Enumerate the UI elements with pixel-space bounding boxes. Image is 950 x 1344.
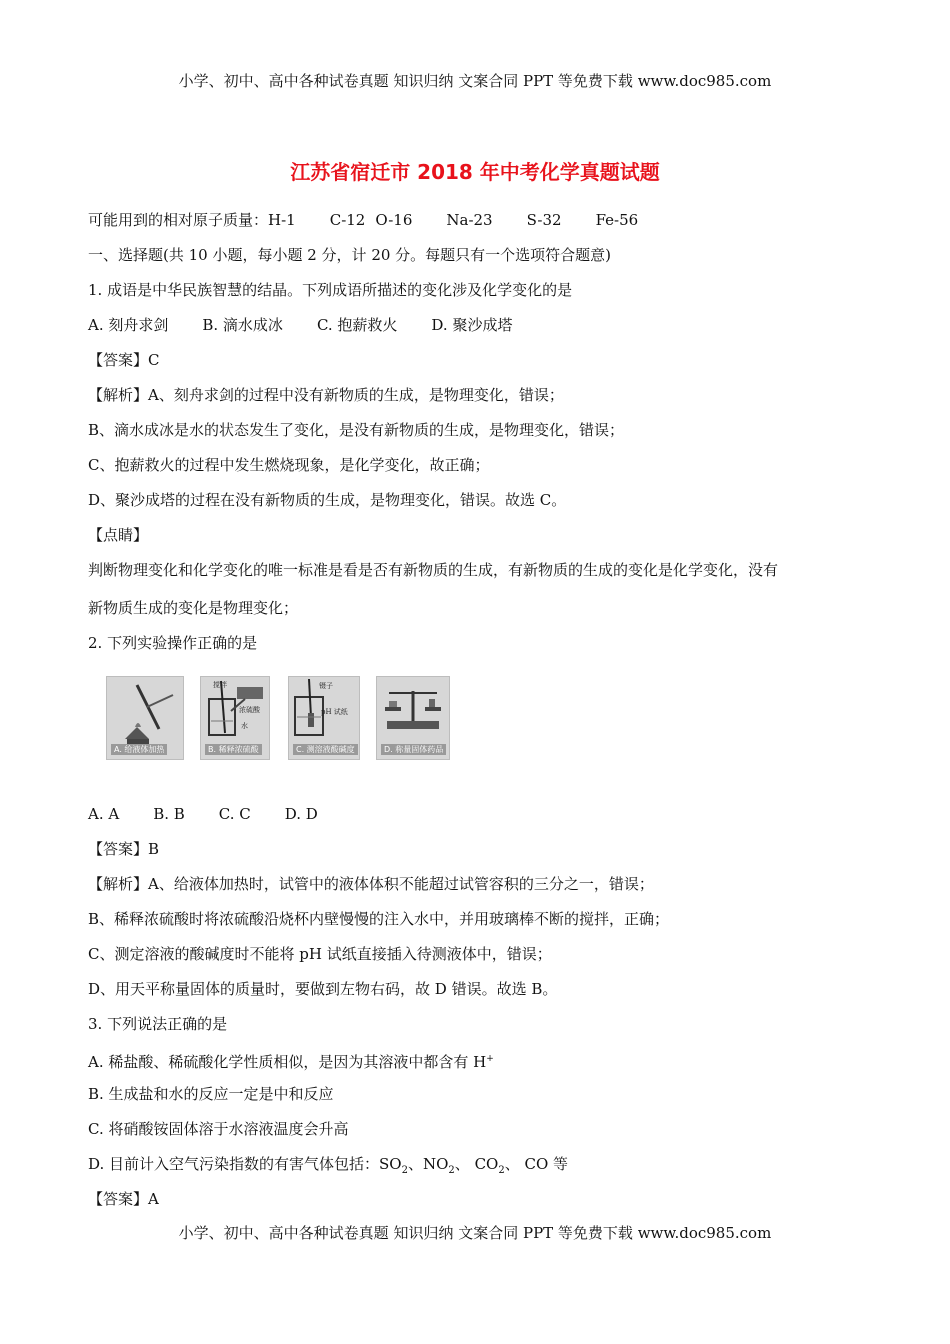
q3-option-d-sub: 2 <box>448 1165 455 1176</box>
mass-item: Fe-56 <box>595 211 639 229</box>
q2-figure-a-caption: A. 给液体加热 <box>111 744 167 755</box>
q2-option-d: D. D <box>284 805 318 823</box>
q1-tip-label: 【点睛】 <box>88 526 149 544</box>
mass-item: Na-23 <box>446 211 493 229</box>
q2-option-b: B. B <box>153 805 185 823</box>
q3-option-a-sup: + <box>486 1054 494 1064</box>
q2-option-a: A. A <box>88 805 120 823</box>
q2-answer: 【答案】B <box>88 840 160 858</box>
q1-analysis-line: 【解析】A、刻舟求剑的过程中没有新物质的生成，是物理变化，错误； <box>88 386 564 404</box>
q1-answer: 【答案】C <box>88 351 160 369</box>
mass-item: H-1 <box>268 211 296 229</box>
q1-options <box>88 315 512 335</box>
q2-analysis-line: B、稀释浓硫酸时将浓硫酸沿烧杯内壁慢慢的注入水中，并用玻璃棒不断的搅拌，正确； <box>88 910 670 928</box>
q1-stem: 1. 成语是中华民族智慧的结晶。下列成语所描述的变化涉及化学变化的是 <box>88 281 573 299</box>
q3-option-d-mid: 、NO <box>407 1155 449 1173</box>
page-footer: 小学、初中、高中各种试卷真题 知识归纳 文案合同 PPT 等免费下载 www.doc985.com <box>178 1224 772 1242</box>
q3-option-d-sub: 2 <box>498 1165 505 1176</box>
q2-figure-b-label: 浓硫酸 <box>239 706 260 714</box>
q1-analysis-line: C、抱薪救火的过程中发生燃烧现象，是化学变化，故正确； <box>88 456 490 474</box>
q3-stem: 3. 下列说法正确的是 <box>88 1015 228 1033</box>
q3-option-d-sub: 2 <box>401 1165 408 1176</box>
q2-figure-c-label: pH 试纸 <box>321 708 348 716</box>
q1-option-b: B. 滴水成冰 <box>202 316 283 334</box>
q3-option-a-text: A. 稀盐酸、稀硫酸化学性质相似，是因为其溶液中都含有 H <box>88 1053 487 1071</box>
mass-item: S-32 <box>526 211 562 229</box>
q2-figure-row <box>106 676 448 760</box>
section-heading: 一、选择题(共 10 小题，每小题 2 分，计 20 分。每题只有一个选项符合题意) <box>88 246 612 264</box>
q3-option-d-suffix: 、 CO 等 <box>504 1155 569 1173</box>
q3-option-d <box>88 1154 568 1181</box>
q2-figure-b-label: 水 <box>241 722 248 730</box>
q1-tip-line: 新物质生成的变化是物理变化； <box>88 599 299 617</box>
q2-figure-b-caption: B. 稀释浓硫酸 <box>205 744 262 755</box>
q3-option-c: C. 将硝酸铵固体溶于水溶液温度会升高 <box>88 1120 349 1138</box>
q1-analysis-line: D、聚沙成塔的过程在没有新物质的生成，是物理变化，错误。故选 C。 <box>88 491 567 509</box>
q1-option-c: C. 抱薪救火 <box>316 316 398 334</box>
q2-figure-c-label: 镊子 <box>319 682 333 690</box>
q1-option-a: A. 刻舟求剑 <box>88 316 169 334</box>
q2-stem: 2. 下列实验操作正确的是 <box>88 634 258 652</box>
q3-option-b: B. 生成盐和水的反应一定是中和反应 <box>88 1085 334 1103</box>
q3-answer: 【答案】A <box>88 1190 159 1208</box>
q2-figure-b-label: 搅拌 <box>213 681 227 689</box>
q1-analysis-line: B、滴水成冰是水的状态发生了变化，是没有新物质的生成，是物理变化，错误； <box>88 421 625 439</box>
q2-figure-c-caption: C. 测溶液酸碱度 <box>293 744 358 755</box>
mass-item: O-16 <box>375 211 413 229</box>
page-title: 江苏省宿迁市 2018 年中考化学真题试题 <box>290 160 660 184</box>
q3-option-d-mid: 、 CO <box>454 1155 499 1173</box>
q3-option-d-prefix: D. 目前计入空气污染指数的有害气体包括：SO <box>88 1155 402 1173</box>
q2-figure-d-caption: D. 称量固体药品 <box>381 744 446 755</box>
atomic-masses-line <box>88 210 638 230</box>
q1-tip-line: 判断物理变化和化学变化的唯一标准是看是否有新物质的生成，有新物质的生成的变化是化学变化，没有 <box>88 561 779 579</box>
q2-figure-b <box>200 676 270 760</box>
q2-analysis-line: D、用天平称量固体的质量时，要做到左物右码，故 D 错误。故选 B。 <box>88 980 558 998</box>
q2-options <box>88 804 318 824</box>
q2-figure-a <box>106 676 184 760</box>
q1-option-d: D. 聚沙成塔 <box>431 316 513 334</box>
q2-figure-c <box>288 676 360 760</box>
q2-analysis-line: 【解析】A、给液体加热时，试管中的液体体积不能超过试管容积的三分之一，错误； <box>88 875 654 893</box>
q3-option-a <box>88 1049 494 1072</box>
q2-option-c: C. C <box>218 805 251 823</box>
atomic-masses-label: 可能用到的相对原子质量： <box>88 211 269 229</box>
mass-item: C-12 <box>329 211 366 229</box>
q2-analysis-line: C、测定溶液的酸碱度时不能将 pH 试纸直接插入待测液体中，错误； <box>88 945 552 963</box>
q2-figure-d <box>376 676 450 760</box>
page-header: 小学、初中、高中各种试卷真题 知识归纳 文案合同 PPT 等免费下载 www.doc985.com <box>178 72 772 90</box>
